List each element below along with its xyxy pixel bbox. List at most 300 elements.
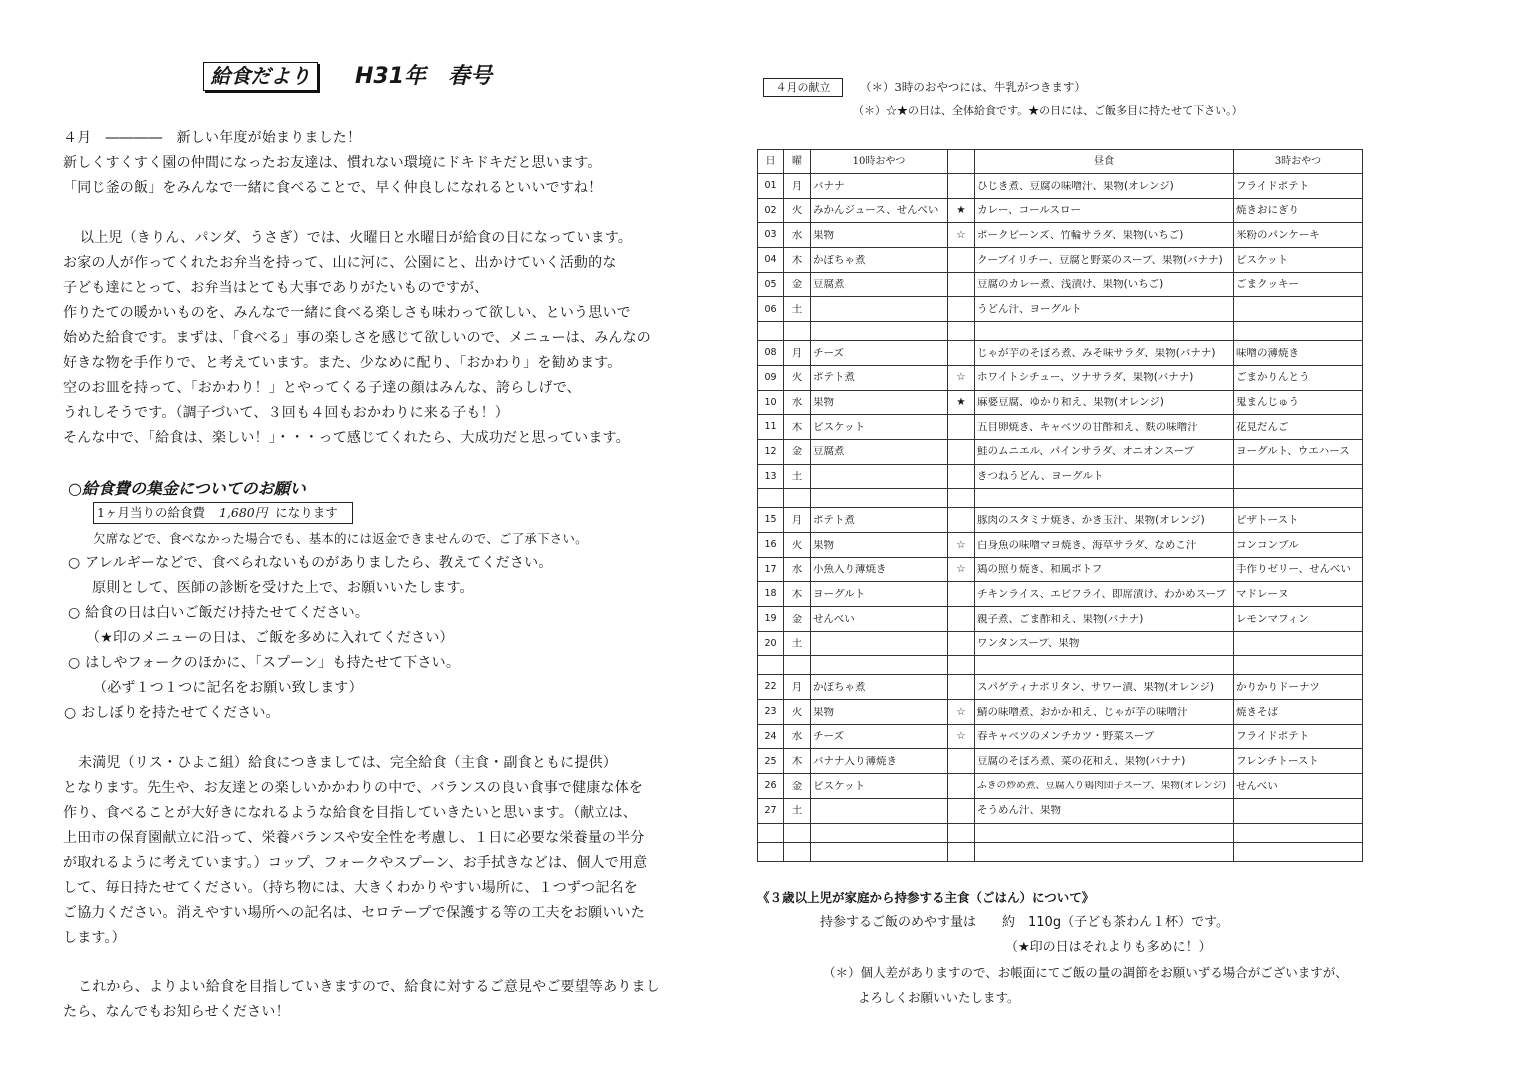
morning-snack-cell: [811, 341, 948, 366]
group-meal-mark-cell: [948, 582, 975, 607]
day-cell: [758, 842, 784, 861]
menu-row: [758, 365, 1363, 390]
lunch-cell: [975, 749, 1234, 774]
weekday-cell-text: 木: [791, 421, 803, 433]
day-cell-text: 08: [764, 348, 777, 358]
closing-paragraph: [0, 975, 680, 1025]
lunch-cell-text: 豆腐のカレー煮、浅漬け、果物(いちご): [977, 279, 1164, 290]
group-meal-mark-cell: [948, 774, 975, 799]
body-line: そんな中で、「給食は、楽しい！」・・・って感じてくれたら、大成功だと思っています。: [63, 429, 630, 446]
body-line: 以上児（きりん、パンダ、うさぎ）では、火曜日と水曜日が給食の日になっています。: [80, 229, 633, 246]
menu-row: [758, 700, 1363, 725]
weekday-cell-text: 月: [791, 681, 803, 693]
lunch-cell-text: クーブイリチー、豆腐と野菜のスープ、果物(バナナ): [977, 254, 1223, 266]
intro-section: [0, 126, 680, 201]
weekday-cell-text: 土: [791, 471, 803, 482]
weekday-cell-text: 水: [791, 564, 803, 575]
header-afternoon-snack: 3時おやつ: [1234, 150, 1363, 174]
morning-snack-cell-text: チーズ: [813, 731, 844, 742]
morning-snack-cell-text: 果物: [813, 229, 834, 241]
menu-row: [758, 749, 1363, 774]
blank-row: [758, 842, 1363, 861]
day-cell: [758, 223, 784, 248]
header-weekday: 曜: [784, 150, 811, 174]
group-meal-mark-cell-text: ☆: [956, 731, 966, 742]
morning-snack-cell-text: 果物: [813, 539, 834, 551]
day-cell: [758, 631, 784, 656]
morning-snack-cell: [811, 322, 948, 341]
morning-snack-cell: [811, 700, 948, 725]
weekday-cell: [784, 798, 811, 823]
body-line: 好きな物を手作りで、と考えています。また、少なめに配り、「おかわり」を勧めます。: [63, 354, 622, 371]
lunch-cell-text: 鶏の照り焼き、和風ポトフ: [977, 564, 1103, 575]
monthly-fee-box: [93, 502, 353, 524]
menu-row: [758, 607, 1363, 632]
body-line: します。）: [63, 929, 126, 946]
menu-row: [758, 223, 1363, 248]
morning-snack-cell: [811, 656, 948, 675]
weekday-cell: [784, 390, 811, 415]
intro-line: ４月 ―――― 新しい年度が始まりました！: [63, 129, 362, 146]
menu-row: [758, 774, 1363, 799]
weekday-cell-text: 土: [791, 805, 803, 816]
lunch-cell-text: そうめん汁、果物: [977, 805, 1061, 816]
group-meal-mark-cell: [948, 223, 975, 248]
afternoon-snack-cell-text: 焼きおにぎり: [1236, 205, 1299, 216]
lunch-cell: [975, 508, 1234, 533]
menu-row: [758, 532, 1363, 557]
afternoon-snack-cell-text: 手作りゼリー、せんべい: [1236, 564, 1351, 575]
weekday-cell: [784, 774, 811, 799]
afternoon-snack-cell: [1234, 297, 1363, 322]
rice-section-heading: 《３歳以上児が家庭から持参する主食（ごはん）について》: [757, 890, 1095, 905]
day-cell-text: 06: [764, 304, 777, 315]
lunch-cell-text: 豚肉のスタミナ焼き、かき玉汁、果物(オレンジ): [977, 514, 1205, 526]
day-cell: [758, 749, 784, 774]
lunch-cell: [975, 248, 1234, 273]
morning-snack-cell-text: かぼちゃ煮: [813, 681, 866, 693]
lunch-cell-text: 白身魚の味噌マヨ焼き、海草サラダ、なめこ汁: [977, 539, 1197, 551]
weekday-cell: [784, 174, 811, 199]
weekday-cell: [784, 842, 811, 861]
blank-row: [758, 656, 1363, 675]
group-meal-mark-cell-text: ☆: [956, 372, 966, 383]
menu-row: [758, 390, 1363, 415]
group-meal-mark-cell-text: ★: [956, 397, 966, 408]
group-meal-mark-cell: [948, 341, 975, 366]
morning-snack-cell: [811, 272, 948, 297]
group-meal-mark-cell: [948, 508, 975, 533]
lunch-cell: [975, 198, 1234, 223]
weekday-cell: [784, 415, 811, 440]
menu-row: [758, 248, 1363, 273]
body-line: して、毎日持たせてください。（持ち物には、大きくわかりやすい場所に、１つずつ記名を: [63, 879, 638, 896]
afternoon-snack-cell: [1234, 272, 1363, 297]
lunch-cell: [975, 675, 1234, 700]
day-cell-text: 02: [764, 205, 777, 216]
intro-line: 新しくすくすく園の仲間になったお友達は、慣れない環境にドキドキだと思います。: [63, 154, 602, 171]
group-meal-mark-cell: [948, 174, 975, 199]
weekday-cell-text: 水: [791, 731, 803, 742]
morning-snack-cell: [811, 223, 948, 248]
afternoon-snack-cell-text: 焼きそば: [1236, 706, 1278, 718]
morning-snack-cell-text: ヨーグルト: [813, 588, 866, 600]
menu-row: [758, 198, 1363, 223]
afternoon-snack-cell-text: ビスケット: [1236, 254, 1288, 266]
day-cell-text: 19: [764, 614, 777, 624]
body-line: 始めた給食です。まずは、「食べる」事の楽しさを感じて欲しいので、メニューは、みんなの: [63, 329, 651, 346]
menu-row: [758, 724, 1363, 749]
fee-amount: 1,680円: [218, 505, 268, 520]
group-meal-mark-cell: [948, 700, 975, 725]
afternoon-snack-cell-text: レモンマフィン: [1236, 613, 1309, 625]
morning-snack-cell-text: ポテト煮: [813, 372, 855, 383]
weekday-cell-text: 木: [791, 588, 803, 600]
day-cell: [758, 489, 784, 508]
paragraph-younger-children: [0, 751, 680, 951]
weekday-cell-text: 火: [791, 706, 803, 718]
morning-snack-cell: [811, 198, 948, 223]
lunch-cell-text: スパゲティナポリタン、サワー漬、果物(オレンジ): [977, 681, 1214, 693]
morning-snack-cell-text: チーズ: [813, 347, 844, 359]
afternoon-snack-cell: [1234, 341, 1363, 366]
lunch-cell: [975, 415, 1234, 440]
request-line: ○ はしやフォークのほかに、「スプーン」も持たせて下さい。: [68, 654, 461, 671]
afternoon-snack-cell: [1234, 322, 1363, 341]
morning-snack-cell: [811, 607, 948, 632]
day-cell-text: 01: [764, 181, 777, 191]
afternoon-snack-cell: [1234, 439, 1363, 464]
day-cell-text: 11: [764, 422, 777, 432]
weekday-cell-text: 月: [791, 347, 803, 359]
weekday-cell: [784, 489, 811, 508]
morning-snack-cell-text: ポテト煮: [813, 514, 855, 526]
weekday-cell: [784, 341, 811, 366]
group-meal-mark-cell-text: ☆: [956, 229, 966, 241]
body-line: 上田市の保育園献立に沿って、栄養バランスや安全性を考慮し、１日に必要な栄養量の半分: [63, 829, 645, 846]
day-cell: [758, 174, 784, 199]
body-line: ご協力ください。消えやすい場所への記名は、セロテープで保護する等の工夫をお願いいた: [63, 904, 645, 921]
morning-snack-cell-text: みかんジュース、せんべい: [813, 205, 939, 216]
lunch-cell: [975, 297, 1234, 322]
morning-snack-cell: [811, 631, 948, 656]
day-cell-text: 26: [764, 781, 777, 791]
morning-snack-cell: [811, 774, 948, 799]
lunch-cell-text: チキンライス、エビフライ、即席漬け、わかめスープ: [977, 588, 1227, 600]
lunch-cell-text: じゃが芋のそぼろ煮、みそ味サラダ、果物(バナナ): [977, 347, 1216, 359]
lunch-cell-text: ポークビーンズ、竹輪サラダ、果物(いちご): [977, 229, 1184, 241]
afternoon-snack-cell-text: フレンチトースト: [1236, 756, 1319, 767]
day-cell: [758, 464, 784, 489]
afternoon-snack-cell-text: かりかりドーナツ: [1236, 681, 1320, 693]
morning-snack-cell: [811, 798, 948, 823]
weekday-cell: [784, 365, 811, 390]
morning-snack-cell: [811, 724, 948, 749]
lunch-cell: [975, 557, 1234, 582]
group-meal-mark-cell: [948, 675, 975, 700]
weekday-cell: [784, 248, 811, 273]
weekday-cell-text: 木: [791, 254, 803, 266]
lunch-cell: [975, 532, 1234, 557]
group-meal-mark-cell-text: ☆: [956, 706, 966, 718]
menu-row: [758, 174, 1363, 199]
requests-list: [0, 526, 680, 726]
menu-row: [758, 631, 1363, 656]
lunch-cell: [975, 656, 1234, 675]
day-cell-text: 18: [764, 589, 777, 599]
weekday-cell-text: 月: [791, 180, 803, 192]
morning-snack-cell-text: かぼちゃ煮: [813, 254, 866, 266]
menu-row: [758, 675, 1363, 700]
group-meal-mark-cell: [948, 842, 975, 861]
group-meal-mark-cell: [948, 322, 975, 341]
morning-snack-cell: [811, 557, 948, 582]
menu-row: [758, 415, 1363, 440]
day-cell-text: 09: [764, 372, 777, 383]
request-line: 原則として、医師の診断を受けた上で、お願いいたします。: [92, 579, 474, 596]
lunch-cell: [975, 390, 1234, 415]
header-day: 日: [758, 150, 784, 174]
morning-snack-cell: [811, 297, 948, 322]
afternoon-snack-cell: [1234, 675, 1363, 700]
afternoon-snack-cell: [1234, 798, 1363, 823]
weekday-cell: [784, 297, 811, 322]
day-cell-text: 25: [764, 756, 777, 767]
afternoon-snack-cell-text: 味噌の薄焼き: [1236, 347, 1299, 359]
day-cell-text: 27: [764, 805, 777, 816]
morning-snack-cell-text: ビスケット: [813, 780, 865, 792]
morning-snack-cell: [811, 464, 948, 489]
afternoon-snack-cell-text: せんべい: [1236, 780, 1278, 792]
afternoon-snack-cell: [1234, 724, 1363, 749]
body-line: 空のお皿を持って、「おかわり！」とやってくる子達の顔はみんな、誇らしげで、: [63, 379, 581, 396]
blank-row: [758, 322, 1363, 341]
day-cell-text: 10: [764, 397, 777, 408]
body-line: が取れるように考えています。）コップ、フォークやスプーン、お手拭きなどは、個人で用意: [63, 854, 648, 871]
paragraph-older-children: [0, 226, 680, 451]
day-cell: [758, 557, 784, 582]
menu-row: [758, 439, 1363, 464]
day-cell: [758, 774, 784, 799]
day-cell-text: 23: [764, 707, 777, 717]
menu-row: [758, 464, 1363, 489]
morning-snack-cell: [811, 489, 948, 508]
menu-note: （＊）3時のおやつには、牛乳がつきます）: [860, 80, 1086, 94]
group-meal-mark-cell: [948, 439, 975, 464]
lunch-cell: [975, 174, 1234, 199]
day-cell: [758, 656, 784, 675]
morning-snack-cell-text: 小魚入り薄焼き: [813, 564, 887, 575]
day-cell-text: 22: [764, 682, 777, 692]
morning-snack-cell: [811, 415, 948, 440]
rice-caution-line: （＊）個人差がありますので、お帳面にてご飯の量の調節をお願いずる場合がございますが、: [823, 965, 1348, 980]
fee-suffix: になります: [275, 505, 338, 520]
body-line: 作り、食べることが大好きになれるような給食を目指していきたいと思います。（献立は、: [63, 804, 638, 821]
day-cell: [758, 365, 784, 390]
day-cell: [758, 582, 784, 607]
april-menu-table: [757, 149, 1363, 862]
morning-snack-cell: [811, 842, 948, 861]
day-cell-text: 03: [764, 230, 777, 240]
lunch-cell: [975, 607, 1234, 632]
menu-row: [758, 508, 1363, 533]
afternoon-snack-cell: [1234, 823, 1363, 842]
group-meal-mark-cell: [948, 631, 975, 656]
weekday-cell: [784, 607, 811, 632]
lunch-cell: [975, 439, 1234, 464]
header-mark: [948, 150, 975, 174]
afternoon-snack-cell: [1234, 631, 1363, 656]
day-cell: [758, 297, 784, 322]
weekday-cell-text: 火: [791, 539, 803, 551]
lunch-cell-text: うどん汁、ヨーグルト: [977, 304, 1082, 315]
day-cell: [758, 390, 784, 415]
group-meal-mark-cell: [948, 248, 975, 273]
issue-label: H31年 春号: [355, 64, 493, 89]
group-meal-mark-cell-text: ☆: [956, 564, 966, 575]
body-line: 未満児（リス・ひよこ組）給食につきましては、完全給食（主食・副食ともに提供）: [78, 754, 618, 771]
group-meal-mark-cell: [948, 415, 975, 440]
afternoon-snack-cell-text: ヨーグルト、ウエハース: [1236, 446, 1350, 457]
day-cell-text: 12: [764, 446, 777, 457]
lunch-cell-text: きつねうどん、ヨーグルト: [977, 471, 1104, 482]
morning-snack-cell-text: 果物: [813, 397, 834, 408]
afternoon-snack-cell: [1234, 365, 1363, 390]
lunch-cell-text: 春キャベツのメンチカツ・野菜スープ: [977, 731, 1155, 742]
afternoon-snack-cell-text: マドレーヌ: [1236, 588, 1289, 600]
afternoon-snack-cell: [1234, 607, 1363, 632]
menu-row: [758, 557, 1363, 582]
request-line: ○ 給食の日は白いご飯だけ持たせてください。: [68, 604, 370, 621]
weekday-cell: [784, 223, 811, 248]
group-meal-mark-cell: [948, 607, 975, 632]
group-meal-mark-cell: [948, 198, 975, 223]
morning-snack-cell: [811, 248, 948, 273]
weekday-cell-text: 土: [791, 638, 803, 649]
lunch-cell: [975, 489, 1234, 508]
body-line: たら、なんでもお知らせください！: [63, 1003, 290, 1020]
weekday-cell: [784, 823, 811, 842]
afternoon-snack-cell: [1234, 656, 1363, 675]
request-line: 欠席などで、食べなかった場合でも、基本的には返金できませんので、ご了承下さい。: [93, 530, 588, 546]
weekday-cell: [784, 272, 811, 297]
day-cell: [758, 724, 784, 749]
blank-row: [758, 823, 1363, 842]
afternoon-snack-cell: [1234, 248, 1363, 273]
request-line: ○ おしぼりを持たせてください。: [64, 704, 280, 721]
menu-title: ４月の献立: [763, 78, 843, 97]
group-meal-mark-cell: [948, 365, 975, 390]
afternoon-snack-cell: [1234, 557, 1363, 582]
weekday-cell: [784, 532, 811, 557]
lunch-cell: [975, 582, 1234, 607]
weekday-cell: [784, 557, 811, 582]
weekday-cell-text: 金: [791, 613, 803, 625]
lunch-cell: [975, 322, 1234, 341]
weekday-cell-text: 火: [791, 372, 803, 383]
body-line: お家の人が作ってくれたお弁当を持って、山に河に、公園にと、出かけていく活動的な: [63, 254, 617, 271]
afternoon-snack-cell: [1234, 774, 1363, 799]
menu-note: （＊）☆★の日は、全体給食です。★の日には、ご飯多目に持たせて下さい。）: [853, 104, 1243, 117]
lunch-cell: [975, 724, 1234, 749]
day-cell: [758, 532, 784, 557]
weekday-cell: [784, 700, 811, 725]
day-cell: [758, 322, 784, 341]
weekday-cell: [784, 724, 811, 749]
morning-snack-cell: [811, 508, 948, 533]
weekday-cell: [784, 464, 811, 489]
morning-snack-cell-text: せんべい: [813, 613, 855, 625]
header-lunch: 昼食: [975, 150, 1234, 174]
lunch-cell: [975, 823, 1234, 842]
day-cell: [758, 823, 784, 842]
morning-snack-cell-text: 豆腐煮: [813, 446, 845, 457]
menu-row: [758, 297, 1363, 322]
morning-snack-cell: [811, 390, 948, 415]
afternoon-snack-cell-text: コンコンブル: [1236, 539, 1299, 551]
day-cell: [758, 439, 784, 464]
group-meal-mark-cell: [948, 464, 975, 489]
body-line: うれしそうです。（調子づいて、３回も４回もおかわりに来る子も！）: [63, 404, 509, 421]
morning-snack-cell-text: 豆腐煮: [813, 279, 845, 290]
afternoon-snack-cell-text: ごまかりんとう: [1236, 372, 1310, 383]
morning-snack-cell: [811, 532, 948, 557]
afternoon-snack-cell-text: ピザトースト: [1236, 514, 1299, 526]
weekday-cell-text: 金: [791, 279, 803, 290]
lunch-cell-text: 麻婆豆腐、ゆかり和え、果物(オレンジ): [977, 397, 1164, 408]
day-cell-text: 24: [764, 731, 777, 742]
lunch-cell: [975, 272, 1234, 297]
afternoon-snack-cell: [1234, 464, 1363, 489]
day-cell: [758, 272, 784, 297]
morning-snack-cell-text: ビスケット: [813, 421, 865, 433]
weekday-cell: [784, 656, 811, 675]
lunch-cell: [975, 700, 1234, 725]
weekday-cell: [784, 749, 811, 774]
day-cell: [758, 248, 784, 273]
afternoon-snack-cell: [1234, 842, 1363, 861]
group-meal-mark-cell: [948, 297, 975, 322]
weekday-cell: [784, 198, 811, 223]
lunch-cell: [975, 842, 1234, 861]
day-cell-text: 13: [764, 471, 777, 482]
day-cell: [758, 675, 784, 700]
day-cell-text: 16: [764, 540, 777, 550]
table-header-row: [758, 150, 1363, 174]
day-cell: [758, 798, 784, 823]
afternoon-snack-cell: [1234, 489, 1363, 508]
lunch-cell-text: ひじき煮、豆腐の味噌汁、果物(オレンジ): [977, 180, 1174, 192]
afternoon-snack-cell: [1234, 508, 1363, 533]
body-line: これから、よりよい給食を目指していきますので、給食に対するご意見やご要望等ありまし: [78, 978, 660, 995]
afternoon-snack-cell: [1234, 174, 1363, 199]
rice-amount-line: 持参するご飯のめやす量は 約 110g（子ども茶わん１杯）です。: [820, 915, 1230, 930]
request-line: （必ず１つ１つに記名をお願い致します）: [93, 679, 363, 696]
afternoon-snack-cell: [1234, 700, 1363, 725]
lunch-cell: [975, 631, 1234, 656]
morning-snack-cell: [811, 675, 948, 700]
weekday-cell-text: 水: [791, 229, 803, 241]
intro-line: 「同じ釜の飯」をみんなで一緒に食べることで、早く仲良しになれるといいですね！: [63, 179, 603, 196]
afternoon-snack-cell-text: フライドポテト: [1236, 180, 1310, 192]
morning-snack-cell: [811, 582, 948, 607]
afternoon-snack-cell: [1234, 532, 1363, 557]
lunch-cell: [975, 365, 1234, 390]
group-meal-mark-cell: [948, 798, 975, 823]
afternoon-snack-cell-text: 米粉のパンケーキ: [1236, 229, 1320, 241]
weekday-cell-text: 金: [791, 780, 803, 792]
request-line: （★印のメニューの日は、ご飯を多めに入れてください）: [86, 629, 454, 646]
